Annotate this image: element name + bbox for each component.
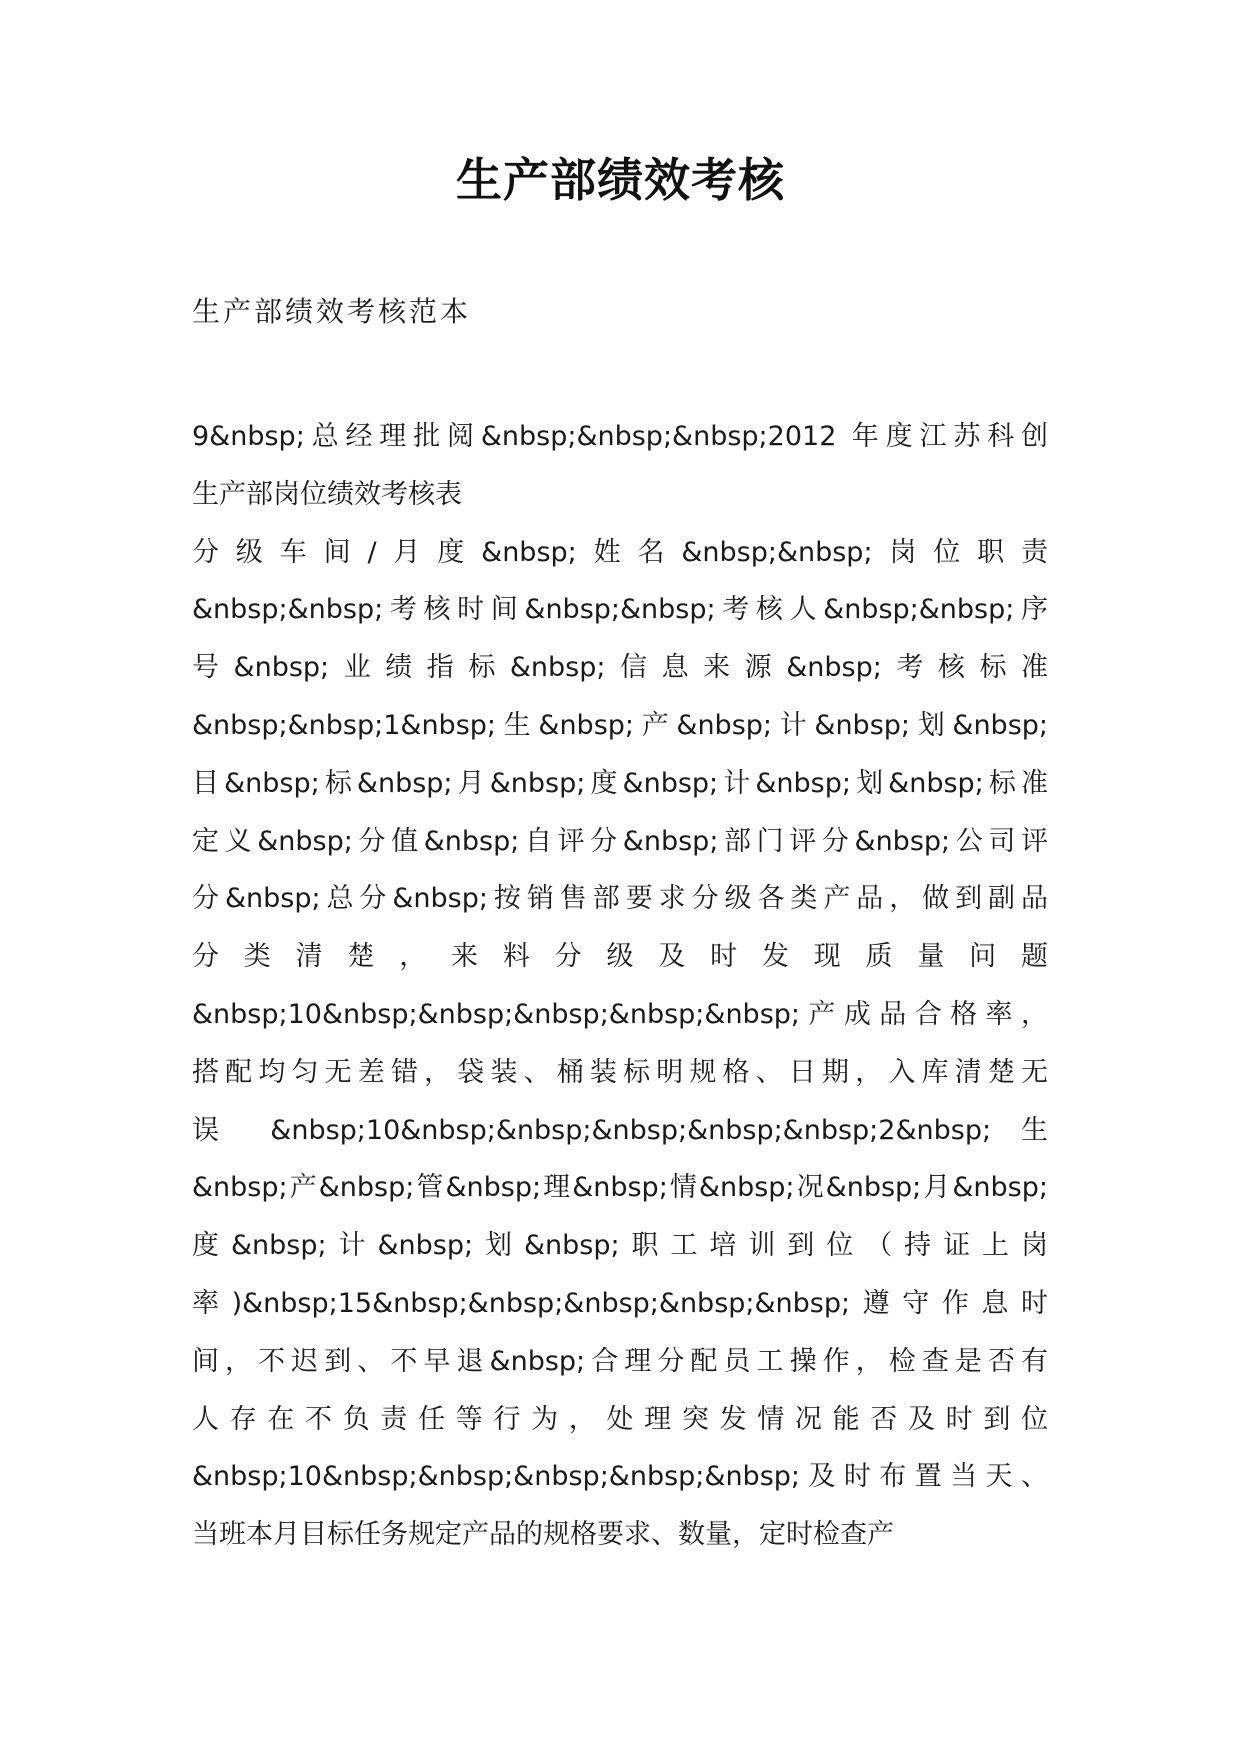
document-body bbox=[192, 408, 1048, 1564]
body-line: 号&nbsp;业绩指标&nbsp;信息来源&nbsp;考核标准 bbox=[192, 652, 1048, 684]
body-line: 误 &nbsp;10&nbsp;&nbsp;&nbsp;&nbsp;&nbsp;2&nbsp; 生 bbox=[192, 1114, 1048, 1146]
document-title: 生产部绩效考核 bbox=[456, 153, 785, 207]
body-line: 搭配均匀无差错，袋装、桶装标明规格、日期，入库清楚无 bbox=[192, 1056, 1048, 1088]
body-line: 率)&nbsp;15&nbsp;&nbsp;&nbsp;&nbsp;&nbsp;遵守作息时 bbox=[192, 1287, 1048, 1319]
body-line: 人存在不负责任等行为，处理突发情况能否及时到位 bbox=[192, 1403, 1048, 1435]
body-line: &nbsp;10&nbsp;&nbsp;&nbsp;&nbsp;&nbsp;及时布置当天、 bbox=[192, 1461, 1048, 1493]
body-line: 间，不迟到、不早退&nbsp;合理分配员工操作，检查是否有 bbox=[192, 1345, 1048, 1377]
body-line: 分类清楚，来料分级及时发现质量问题 bbox=[192, 941, 1048, 973]
body-line: &nbsp;产&nbsp;管&nbsp;理&nbsp;情&nbsp;况&nbsp;月&nbsp; bbox=[192, 1172, 1048, 1204]
body-line: 生产部岗位绩效考核表 bbox=[192, 478, 462, 510]
body-line: &nbsp;10&nbsp;&nbsp;&nbsp;&nbsp;&nbsp;产成品合格率， bbox=[192, 998, 1048, 1030]
body-line: 分级车间/月度&nbsp;姓名&nbsp;&nbsp;岗位职责 bbox=[192, 536, 1048, 568]
body-line: 9&nbsp;总经理批阅&nbsp;&nbsp;&nbsp;2012 年度江苏科创 bbox=[192, 421, 1048, 452]
body-line: 目&nbsp;标&nbsp;月&nbsp;度&nbsp;计&nbsp;划&nbsp;标准 bbox=[192, 767, 1048, 799]
body-line: &nbsp;&nbsp;1&nbsp;生&nbsp;产&nbsp;计&nbsp;划&nbsp; bbox=[192, 709, 1048, 741]
body-line: 度&nbsp;计&nbsp;划&nbsp;职工培训到位（持证上岗 bbox=[192, 1230, 1048, 1262]
body-line: 当班本月目标任务规定产品的规格要求、数量，定时检查产 bbox=[192, 1519, 894, 1551]
document-subtitle: 生产部绩效考核范本 bbox=[192, 295, 472, 328]
body-line: 分&nbsp;总分&nbsp;按销售部要求分级各类产品，做到副品 bbox=[192, 883, 1048, 915]
body-line: 定义&nbsp;分值&nbsp;自评分&nbsp;部门评分&nbsp;公司评 bbox=[192, 825, 1048, 857]
body-line: &nbsp;&nbsp;考核时间&nbsp;&nbsp;考核人&nbsp;&nbsp;序 bbox=[192, 594, 1048, 626]
